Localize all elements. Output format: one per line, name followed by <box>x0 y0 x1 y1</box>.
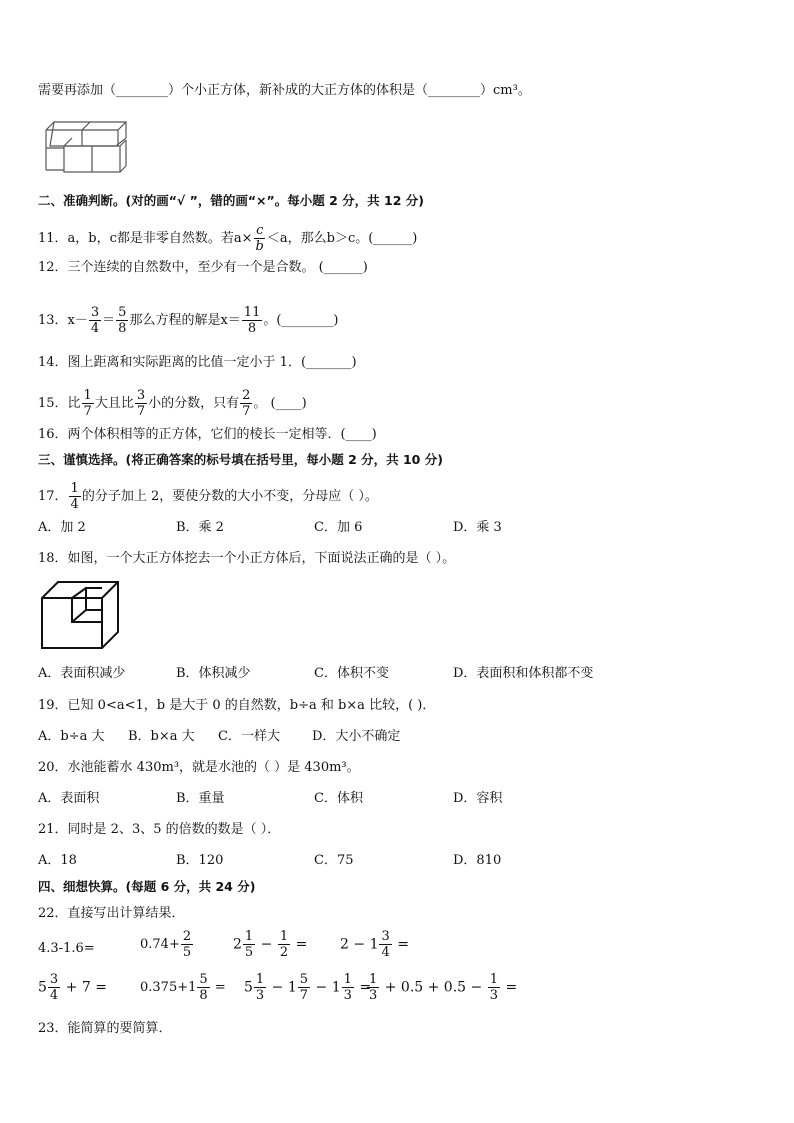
question-22: 22．直接写出计算结果． <box>38 906 185 921</box>
q17-option-c: C．加 6 <box>314 520 363 535</box>
calc-6: 0.375+1 $\frac{5}{8}$ = <box>140 972 226 1003</box>
question-11: 11．a，b，c都是非零自然数。若a× $\frac{c}{b}$ ＜a，那么b＞c。(______) <box>38 223 418 254</box>
question-13: 13．x－ $\frac{3}{4}$ ＝ $\frac{5}{8}$ 那么方程的解是x＝ $\frac{11}{8}$ 。(________) <box>38 305 339 336</box>
calc-3: 2 $\frac{1}{5}$ − $\frac{1}{2}$ = <box>233 929 308 960</box>
question-19: 19．已知 0<a<1，b 是大于 0 的自然数，b÷a 和 b×a 比较，( )． <box>38 698 436 713</box>
q20-option-d: D．容积 <box>453 791 503 806</box>
q20-option-b: B．重量 <box>176 791 225 806</box>
section-4-title: 四、细想快算。(每题 6 分，共 24 分) <box>38 879 256 894</box>
section-2-title: 二、准确判断。(对的画“√ ”，错的画“×”。每小题 2 分，共 12 分) <box>38 193 424 208</box>
calc-5: 5 $\frac{3}{4}$ + 7 = <box>38 972 107 1003</box>
q21-option-c: C．75 <box>314 853 354 868</box>
q21-option-d: D．810 <box>453 853 502 868</box>
fraction-c-over-b: $\frac{c}{b}$ <box>255 223 264 254</box>
question-12: 12．三个连续的自然数中，至少有一个是合数。 (______) <box>38 260 368 275</box>
q18-option-a: A．表面积减少 <box>38 666 126 681</box>
q19-option-a: A．b÷a 大 <box>38 729 105 744</box>
question-14: 14．图上距离和实际距离的比值一定小于 1．(_______) <box>38 355 357 370</box>
q17-option-d: D．乘 3 <box>453 520 502 535</box>
q17-option-b: B．乘 2 <box>176 520 224 535</box>
q18-option-d: D．表面积和体积都不变 <box>453 666 594 681</box>
section-3-title: 三、谨慎选择。(将正确答案的标号填在括号里，每小题 2 分，共 10 分) <box>38 452 443 467</box>
q19-option-b: B．b×a 大 <box>128 729 195 744</box>
question-20: 20．水池能蓄水 430m³，就是水池的（ ）是 430m³。 <box>38 760 360 775</box>
question-15: 15．比 $\frac{1}{7}$ 大且比 $\frac{3}{7}$ 小的分数，只有 $\frac{2}{7}$ 。 (____) <box>38 388 307 419</box>
q18-option-c: C．体积不变 <box>314 666 389 681</box>
question-17: 17． $\frac{1}{4}$ 的分子加上 2，要使分数的大小不变，分母应（ ）。 <box>38 481 378 512</box>
question-23: 23．能简算的要简算． <box>38 1021 172 1036</box>
q21-option-a: A．18 <box>38 853 77 868</box>
q21-option-b: B．120 <box>176 853 224 868</box>
stacked-cubes-figure <box>40 118 130 176</box>
calc-1: 4.3-1.6= <box>38 941 95 956</box>
question-10-continuation: 需要再添加（________）个小正方体，新补成的大正方体的体积是（________）cm³。 <box>38 83 531 98</box>
calc-4: 2 − 1 $\frac{3}{4}$ = <box>340 929 409 960</box>
calc-2: 0.74+ $\frac{2}{5}$ <box>140 929 192 960</box>
question-16: 16．两个体积相等的正方体，它们的棱长一定相等．(____) <box>38 427 377 442</box>
q19-option-c: C．一样大 <box>218 729 280 744</box>
calc-8: $\frac{1}{3}$ + 0.5 + 0.5 − $\frac{1}{3}$ = <box>369 972 518 1003</box>
cube-with-corner-removed-figure <box>40 580 122 652</box>
q17-option-a: A．加 2 <box>38 520 86 535</box>
q20-option-c: C．体积 <box>314 791 363 806</box>
q19-option-d: D．大小不确定 <box>312 729 401 744</box>
calc-7: 5 $\frac{1}{3}$ − 1 $\frac{5}{7}$ − 1 $\frac{1}{3}$ = <box>244 972 372 1003</box>
question-21: 21．同时是 2、3、5 的倍数的数是（ ）． <box>38 822 281 837</box>
q20-option-a: A．表面积 <box>38 791 100 806</box>
question-18: 18．如图，一个大正方体挖去一个小正方体后，下面说法正确的是（ ）。 <box>38 551 456 566</box>
q18-option-b: B．体积减少 <box>176 666 251 681</box>
